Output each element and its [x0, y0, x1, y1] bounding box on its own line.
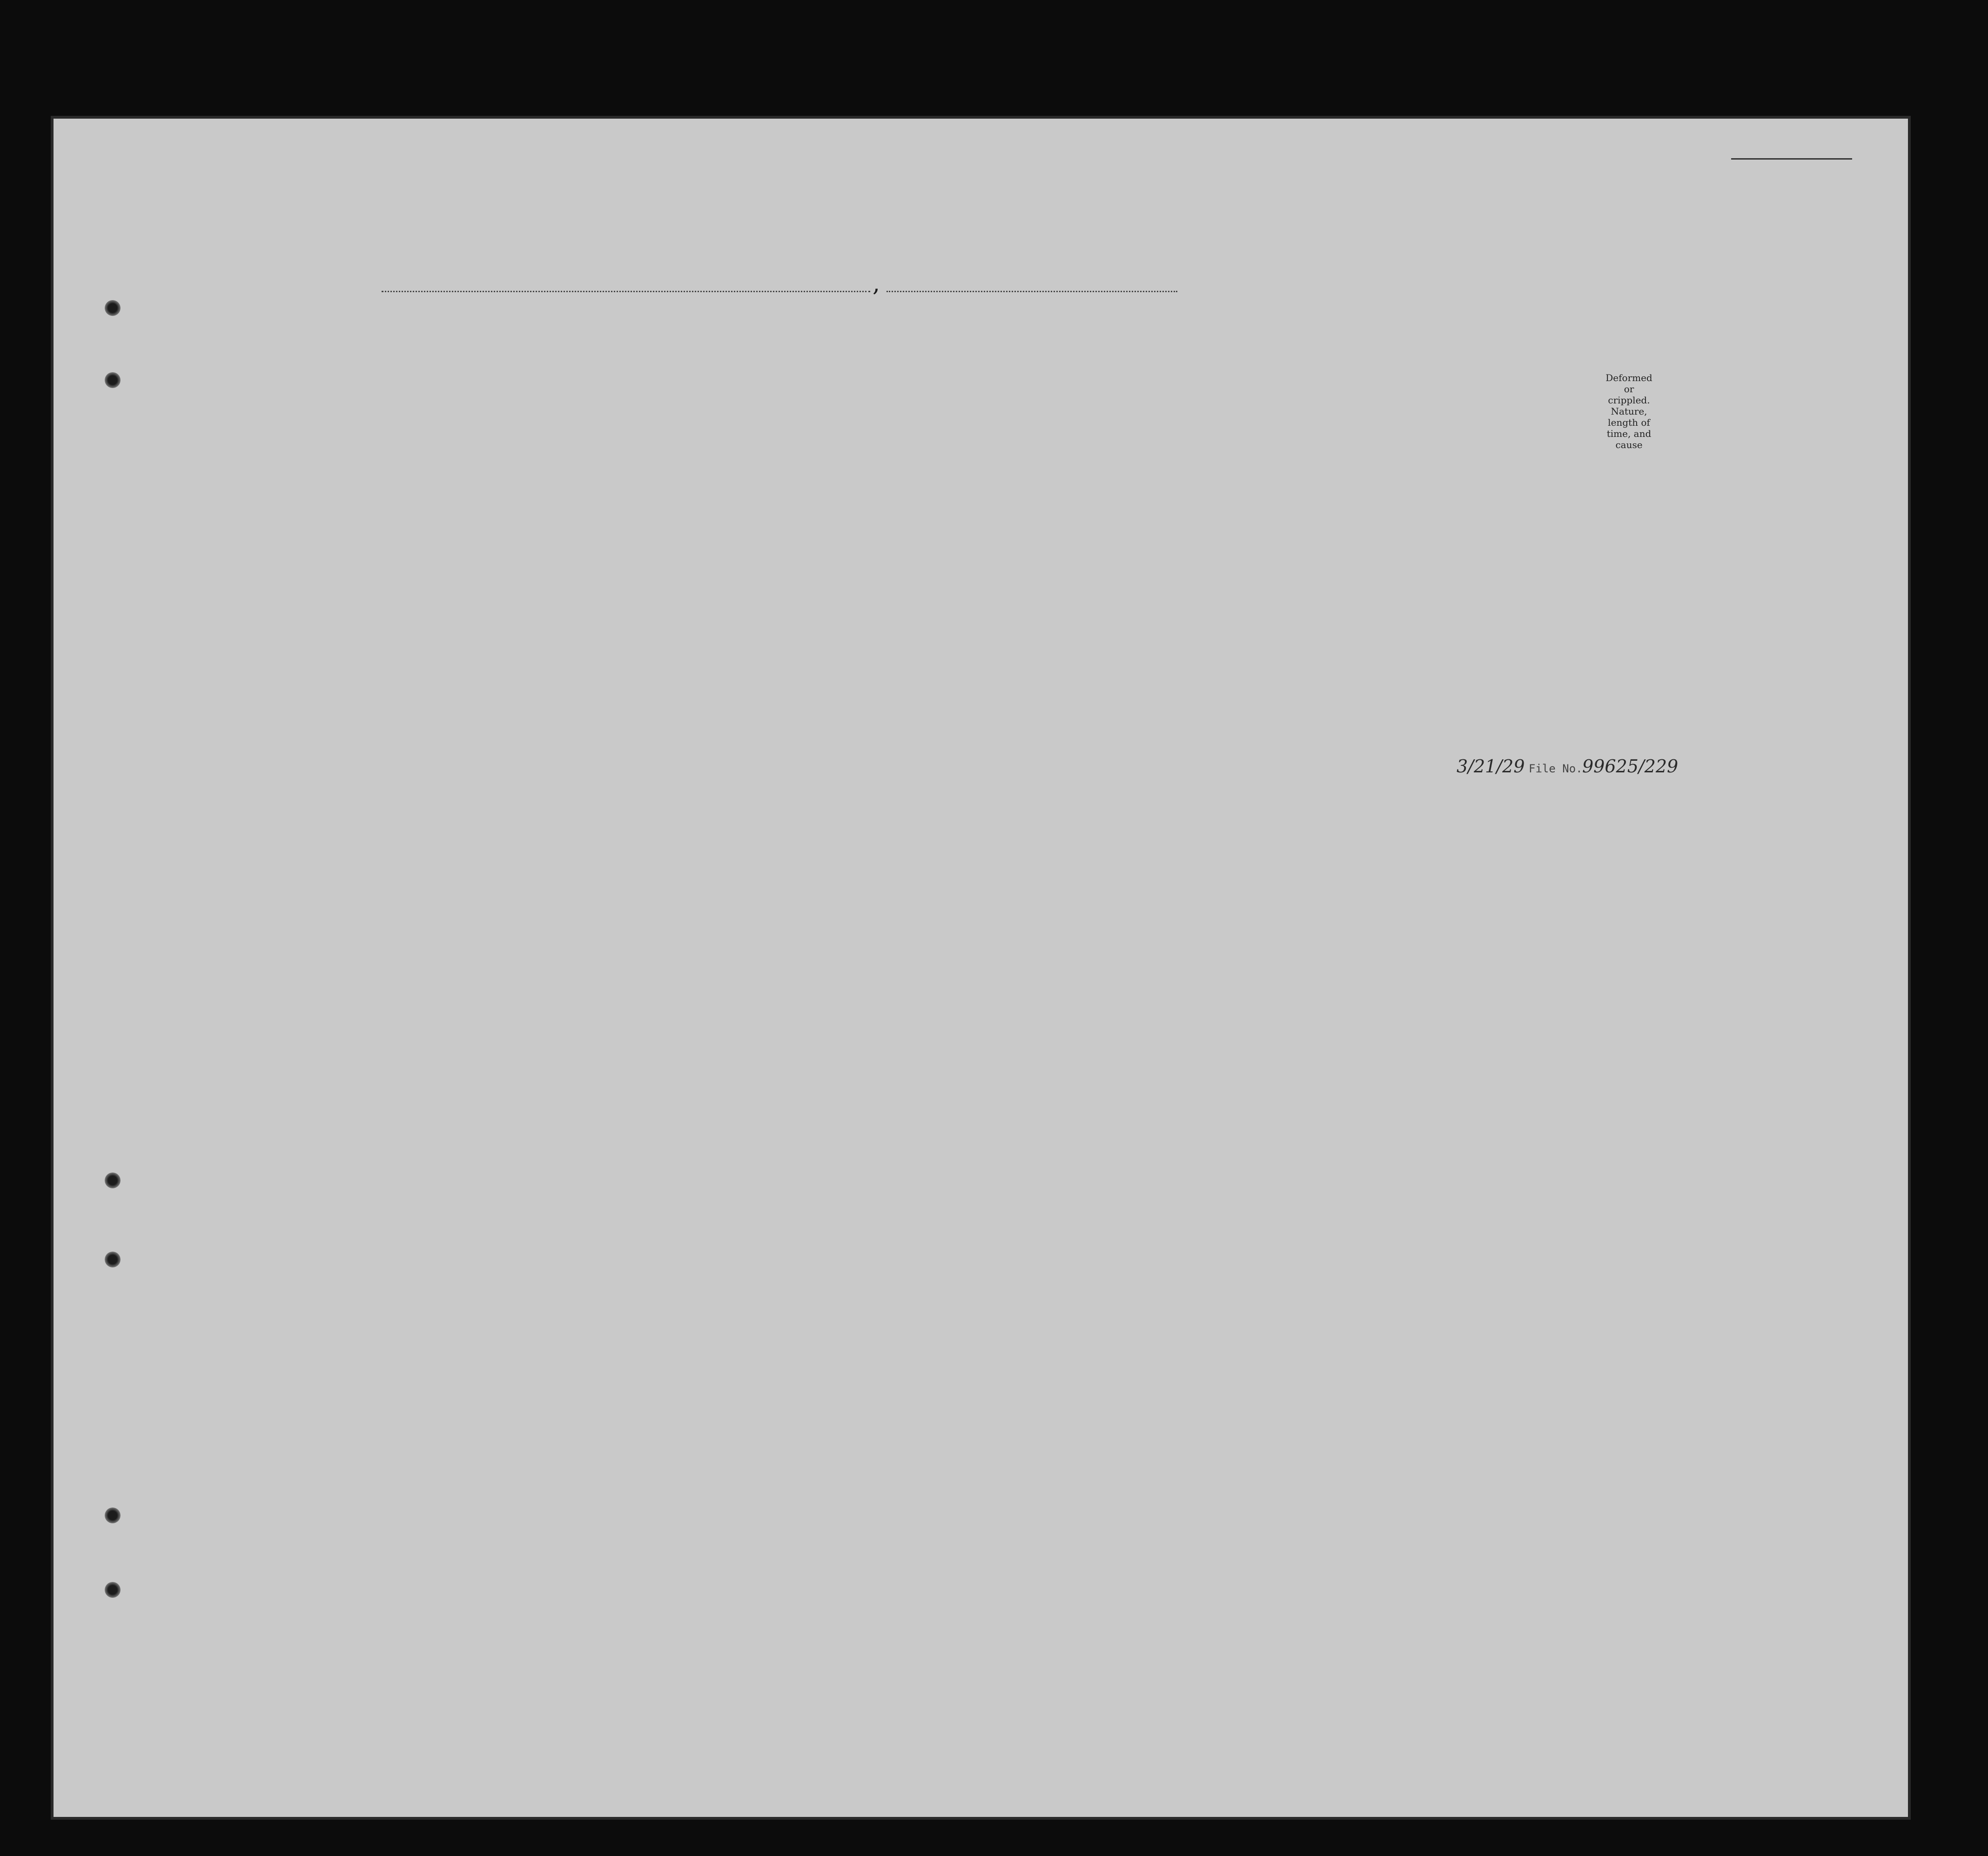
file-number: 99625/229 — [1582, 756, 1679, 777]
port-line — [382, 291, 870, 292]
manifest-table — [154, 312, 1878, 1647]
comma: , — [873, 270, 880, 297]
binder-hole — [105, 1173, 121, 1188]
list-underline — [1731, 158, 1852, 160]
binder-hole — [105, 300, 121, 316]
binder-hole — [105, 372, 121, 388]
file-number-label: File No. — [1529, 762, 1583, 775]
binder-hole — [105, 1582, 121, 1598]
temp-admission-date: 3/21/29 — [1457, 756, 1525, 777]
binder-hole — [105, 1252, 121, 1267]
header-deformed-crippled: Deformed or crippled. Nature, length of time, and cause — [1605, 372, 1652, 450]
date-line — [887, 291, 1177, 292]
binder-hole — [105, 1508, 121, 1523]
